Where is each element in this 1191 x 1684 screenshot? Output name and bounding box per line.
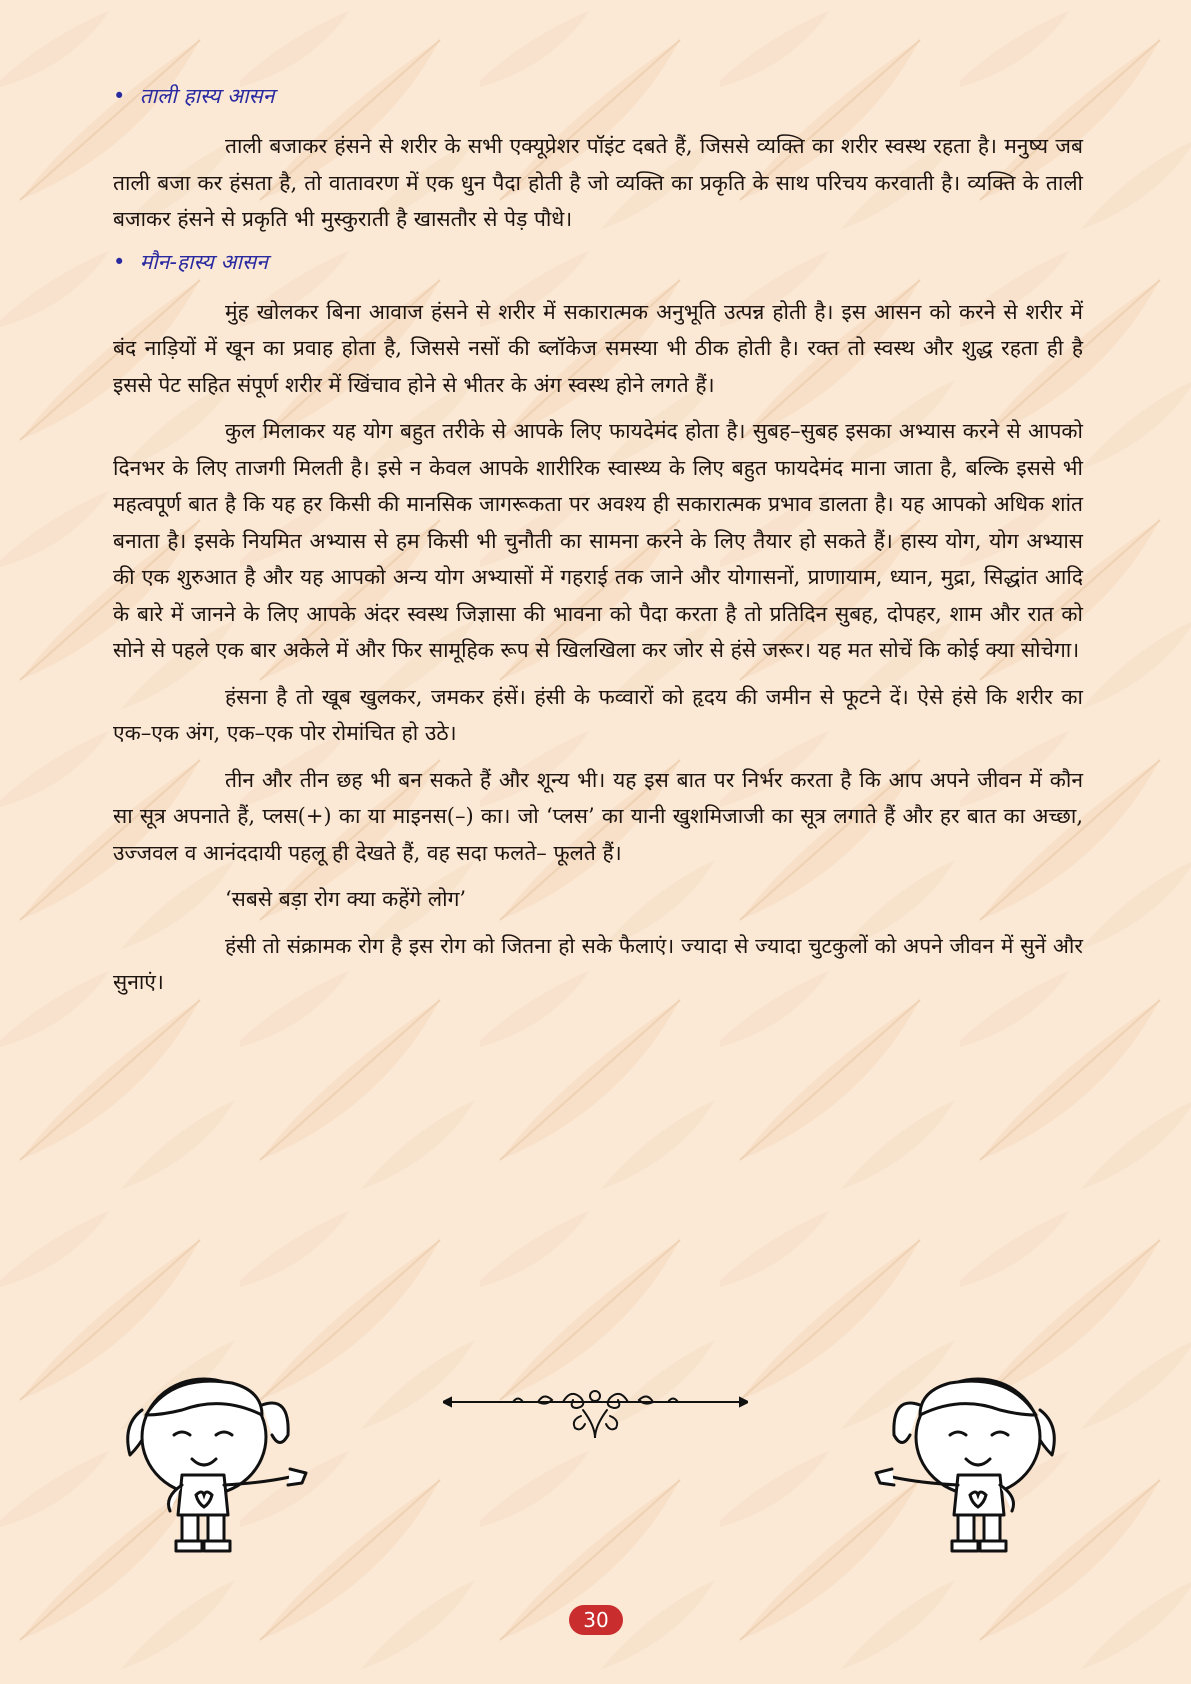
paragraph: हंसना है तो खूब खुलकर, जमकर हंसें। हंसी के फव्वारों को हृदय की जमीन से फूटने दें। ऐसे हंसे कि शरीर का एक–एक अंग, एक–एक पोर रोमांचित हो उठे।	[113, 684, 1083, 745]
visible-ornamental-divider-icon	[443, 1380, 748, 1440]
heading-text: मौन-हास्य आसन	[139, 249, 268, 274]
bullet-icon: •	[113, 249, 126, 274]
paragraph: ताली बजाकर हंसने से शरीर के सभी एक्यूप्रेशर पॉइंट दबते हैं, जिससे व्यक्ति का शरीर स्वस्थ रहता है। मनुष्य जब ताली बजा कर हंसता है, तो वातावरण में एक धुन पैदा होती है जो व्यक्ति का प्रकृति के साथ परिचय करवाती है। व्यक्ति के ताली बजाकर हंसने से प्रकृति भी मुस्कुराती है खासतौर से पेड़ पौधे।	[113, 134, 1083, 231]
heading-text: ताली हास्य आसन	[139, 84, 275, 108]
bullet-icon: •	[113, 84, 126, 108]
laughing-girl-pointing-right-icon	[112, 1355, 312, 1560]
paragraph: मुंह खोलकर बिना आवाज हंसने से शरीर में सकारात्मक अनुभूति उत्पन्न होती है। इस आसन को करने से शरीर में बंद नाड़ियों में खून का प्रवाह होता है, जिससे नसों की ब्लॉकेज समस्या भी ठीक होती है। रक्त तो स्वस्थ और शुद्ध रहता ही है इससे पेट सहित संपूर्ण शरीर में खिंचाव होने से भीतर के अंग स्वस्थ होने लगते हैं।	[113, 299, 1083, 397]
section-heading-maun-hasya	[113, 248, 1083, 276]
laughing-girl-pointing-left-icon	[870, 1355, 1070, 1560]
page-content	[113, 82, 1083, 1011]
paragraph: कुल मिलाकर यह योग बहुत तरीके से आपके लिए फायदेमंद होता है। सुबह–सुबह इसका अभ्यास करने से आपको दिनभर के लिए ताजगी मिलती है। इसे न केवल आपके शारीरिक स्वास्थ्य के लिए बहुत फायदेमंद माना जाता है, बल्कि इससे भी महत्वपूर्ण बात है कि यह हर किसी की मानसिक जागरूकता पर अवश्य ही सकारात्मक प्रभाव डालता है। यह आपको अधिक शांत बनाता है। इसके नियमित अभ्यास से हम किसी भी चुनौती का सामना करने के लिए तैयार हो सकते हैं। हास्य योग, योग अभ्यास की एक शुरुआत है और यह आपको अन्य योग अभ्यासों में गहराई तक जाने और योगासनों, प्राणायाम, ध्यान, मुद्रा, सिद्धांत आदि के बारे में जानने के लिए आपके अंदर स्वस्थ जिज्ञासा की भावना को पैदा करता है तो प्रतिदिन सुबह, दोपहर, शाम और रात को सोने से पहले एक बार अकेले में और फिर सामूहिक रूप से खिलखिला कर जोर से हंसे जरूर। यह मत सोचें कि कोई क्या सोचेगा।	[113, 419, 1083, 662]
closing-paragraph: हंसी तो संक्रामक रोग है इस रोग को जितना हो सके फैलाएं। ज्यादा से ज्यादा चुटकुलों को अपने जीवन में सुनें और सुनाएं।	[113, 933, 1083, 994]
section-heading-tali-hasya	[113, 82, 1083, 110]
paragraph: तीन और तीन छह भी बन सकते हैं और शून्य भी। यह इस बात पर निर्भर करता है कि आप अपने जीवन में कौन सा सूत्र अपनाते हैं, प्लस(+) का या माइनस(–) का। जो ‘प्लस’ का यानी खुशमिजाजी का सूत्र लगाते हैं और हर बात का अच्छा, उज्जवल व आनंददायी पहलू ही देखते हैं, वह सदा फलते– फूलते हैं।	[113, 767, 1083, 865]
quote-line: ‘सबसे बड़ा रोग क्या कहेंगे लोग’	[225, 887, 467, 911]
page-number-badge: 30	[569, 1605, 623, 1635]
